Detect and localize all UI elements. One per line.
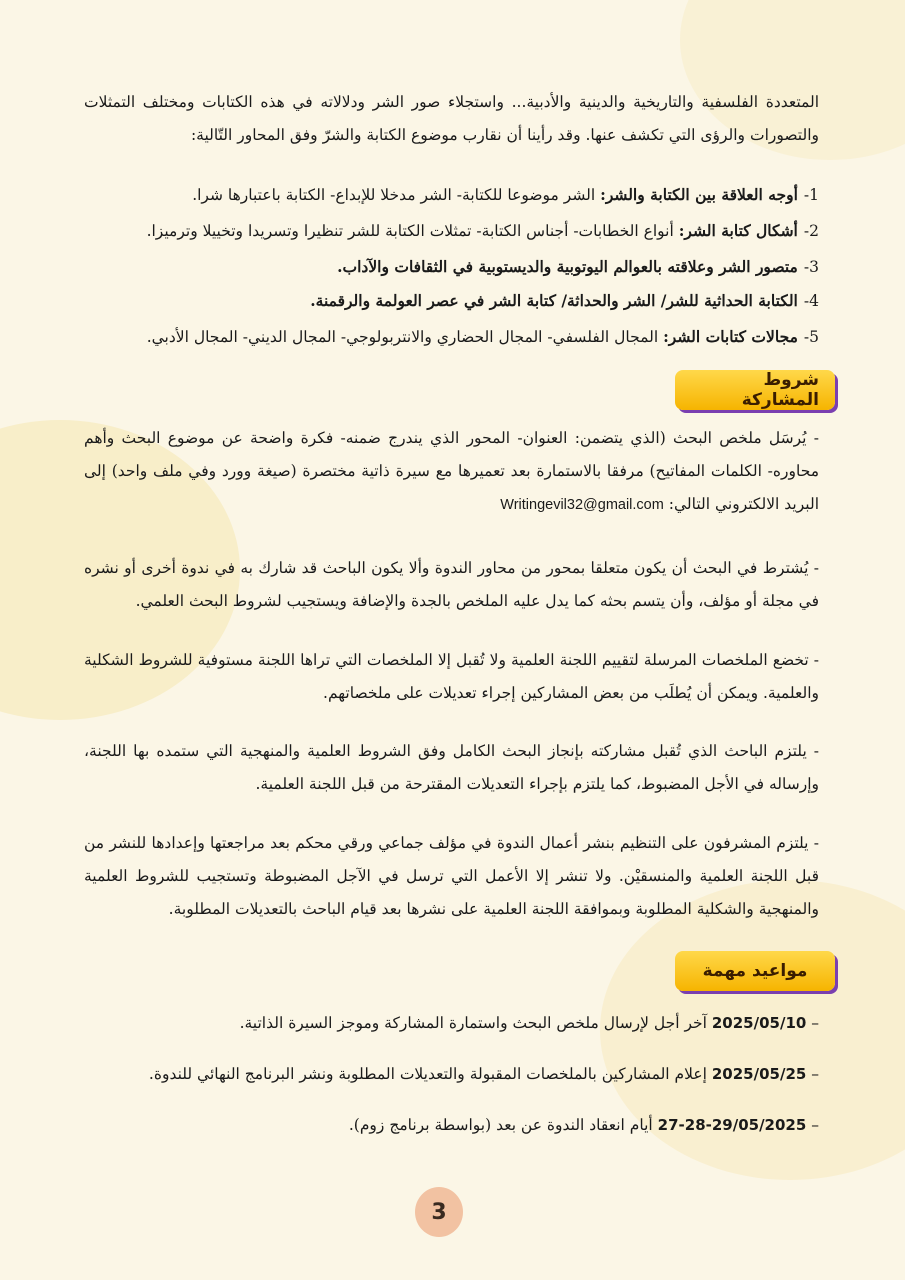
axis-text: المجال الفلسفي- المجال الحضاري والانتربولوجي- المجال الديني- المجال الأدبي. bbox=[146, 328, 664, 346]
participation-heading: شروط المشاركة bbox=[741, 370, 819, 410]
participation-paragraph-1 bbox=[84, 422, 819, 522]
bullet-dash: – bbox=[806, 1014, 819, 1032]
participation-paragraph-5: - يلتزم المشرفون على التنظيم بنشر أعمال الندوة في مؤلف جماعي ورقي محكم بعد مراجعتها وإعدادها للنشر من قبل اللجنة العلمية والمنسقيْن. ولا تنشر إلا الأعمل التي ترسل في الآجل المضبوطة وتستجيب للشروط العلمية والمنهجية والشكلية المطلوبة وبموافقة اللجنة العلمية على نشرها بعد قيام الباحث بالتعديلات المطلوبة. bbox=[84, 834, 819, 918]
axis-title: مجالات كتابات الشر: bbox=[663, 327, 798, 346]
participation-heading-badge bbox=[675, 370, 835, 410]
date-description: آخر أجل لإرسال ملخص البحث واستمارة المشاركة وموجز السيرة الذاتية. bbox=[239, 1014, 712, 1032]
axes-list bbox=[84, 178, 819, 354]
axis-item-1 bbox=[84, 178, 819, 212]
axis-number: 3- bbox=[803, 258, 819, 276]
axis-title: الكتابة الحداثية للشر/ الشر والحداثة/ كتابة الشر في عصر العولمة والرقمنة. bbox=[310, 291, 798, 310]
axis-item-5 bbox=[84, 320, 819, 354]
date-value: 2025/05/10 bbox=[711, 1014, 807, 1032]
axis-item-3 bbox=[84, 250, 819, 284]
axis-text: الشر موضوعا للكتابة- الشر مدخلا للإبداع- الكتابة باعتبارها شرا. bbox=[192, 186, 601, 204]
date-item-2 bbox=[84, 1059, 819, 1089]
axis-item-4 bbox=[84, 284, 819, 318]
page-number: 3 bbox=[415, 1187, 463, 1237]
date-description: أيام انعقاد الندوة عن بعد (بواسطة برنامج زوم). bbox=[348, 1116, 658, 1134]
axis-title: أوجه العلاقة بين الكتابة والشر: bbox=[600, 185, 798, 204]
participation-paragraph-2: - يُشترط في البحث أن يكون متعلقا بمحور من محاور الندوة وألا يكون الباحث قد شارك به في ندوة أخرى أو نشره في مجلة أو مؤلف، وأن يتسم بحثه كما يدل عليه الملخص بالجدة والإضافة ويستجيب لشروط البحث العلمي. bbox=[84, 559, 819, 610]
axis-number: 5- bbox=[803, 328, 819, 346]
axis-item-2 bbox=[84, 214, 819, 248]
participation-paragraph-4: - يلتزم الباحث الذي تُقبل مشاركته بإنجاز البحث الكامل وفق الشروط العلمية والمنهجية التي ستمده بها اللجنة، وإرساله في الأجل المضبوط، كما يلتزم بإجراء التعديلات المقترحة من قبل اللجنة العلمية. bbox=[84, 742, 819, 793]
dates-heading: مواعيد مهمة bbox=[702, 961, 808, 981]
axis-number: 1- bbox=[803, 186, 819, 204]
axis-number: 2- bbox=[803, 222, 819, 240]
dates-heading-badge bbox=[675, 951, 835, 991]
participation-paragraph-3: - تخضع الملخصات المرسلة لتقييم اللجنة العلمية ولا تُقبل إلا الملخصات التي تراها اللجنة مستوفية للشروط الشكلية والعلمية. ويمكن أن يُطلَب من بعض المشاركين إجراء تعديلات على ملخصاتهم. bbox=[84, 651, 819, 702]
paragraph-text: - يُرسَل ملخص البحث (الذي يتضمن: العنوان- المحور الذي يندرج ضمنه- فكرة واضحة عن موضوع البحث وأهم محاوره- الكلمات المفاتيح) مرفقا بالاستمارة بعد تعميرها مع سيرة ذاتية مختصرة (صيغة وورد وفي ملف واحد) إلى البريد الالكتروني التالي: bbox=[84, 429, 819, 513]
axis-title: أشكال كتابة الشر: bbox=[678, 221, 798, 240]
axis-text: أنواع الخطابات- أجناس الكتابة- تمثلات الكتابة للشر تنظيرا وتسريدا وتخييلا وترميزا. bbox=[146, 222, 679, 240]
date-value: 27-28-29/05/2025 bbox=[657, 1116, 807, 1134]
email-address: Writingevil32@gmail.com bbox=[500, 497, 664, 513]
axis-title: متصور الشر وعلاقته بالعوالم اليوتوبية والديستوبية في الثقافات والآداب. bbox=[337, 257, 798, 276]
date-item-1 bbox=[84, 1008, 819, 1038]
date-item-3 bbox=[84, 1110, 819, 1140]
axis-number: 4- bbox=[803, 292, 819, 310]
date-description: إعلام المشاركين بالملخصات المقبولة والتعديلات المطلوبة ونشر البرنامج النهائي للندوة. bbox=[148, 1065, 712, 1083]
date-value: 2025/05/25 bbox=[711, 1065, 807, 1083]
intro-paragraph: المتعددة الفلسفية والتاريخية والدينية والأدبية... واستجلاء صور الشر ودلالاته في هذه الكتابات ومختلف التمثلات والتصورات والرؤى التي تكشف عنها. وقد رأينا أن نقارب موضوع الكتابة والشرّ وفق المحاور التّالية: bbox=[84, 93, 819, 144]
bullet-dash: – bbox=[806, 1116, 819, 1134]
bullet-dash: – bbox=[806, 1065, 819, 1083]
